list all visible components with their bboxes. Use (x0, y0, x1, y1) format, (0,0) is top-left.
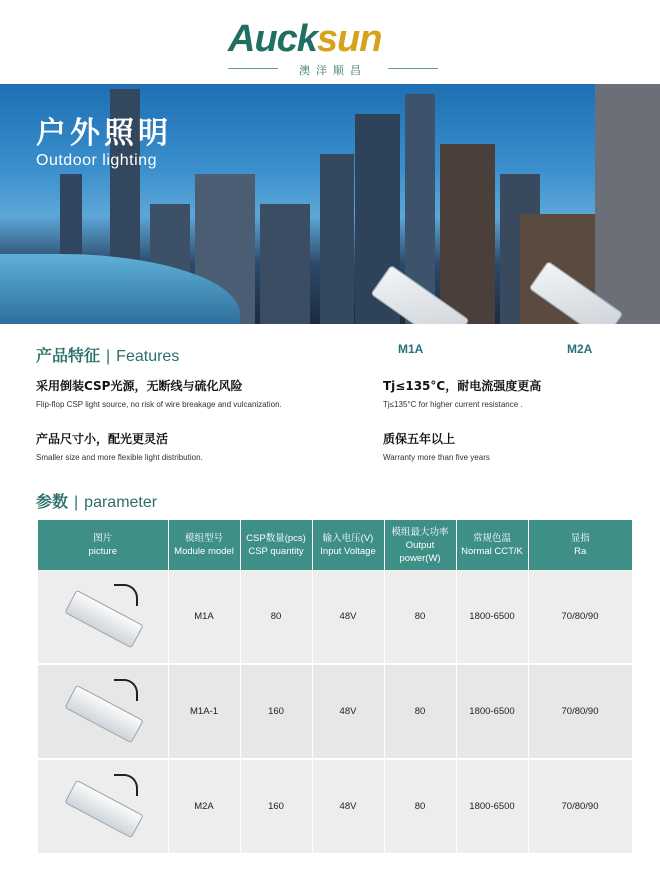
cell-csp: 80 (240, 570, 312, 664)
column-header: 模组最大功率 Output power(W) (384, 520, 456, 570)
table-row (38, 664, 632, 759)
table-row (38, 570, 632, 664)
module-picture (38, 570, 168, 664)
feature-item: 质保五年以上 Warranty more than five years (383, 432, 490, 462)
module-picture (38, 664, 168, 759)
cell-voltage: 48V (312, 759, 384, 854)
brand-subtitle: 澳洋顺昌 (299, 65, 367, 77)
parameter-table (38, 520, 633, 855)
column-header: CSP数量(pcs) CSP quantity (240, 520, 312, 570)
brand-wordmark: Aucksun (228, 18, 382, 60)
column-header: 图片 picture (38, 520, 168, 570)
hero-banner (0, 84, 660, 324)
cell-ra: 70/80/90 (528, 664, 632, 759)
hero-title: 户外照明 (36, 116, 172, 151)
hero-subtitle: Outdoor lighting (36, 152, 157, 169)
feature-item: 产品尺寸小，配光更灵活 Smaller size and more flexible light distribution. (36, 432, 203, 462)
table-row (38, 759, 632, 854)
model-label-m2a: M2A (567, 342, 593, 356)
cell-power: 80 (384, 759, 456, 854)
cell-model: M1A (168, 570, 240, 664)
column-header: 显指 Ra (528, 520, 632, 570)
column-header: 模组型号 Module model (168, 520, 240, 570)
column-header: 常规色温 Normal CCT/K (456, 520, 528, 570)
cell-power: 80 (384, 570, 456, 664)
brand-logo (228, 18, 438, 77)
cell-cct: 1800-6500 (456, 570, 528, 664)
model-label-m1a: M1A (398, 342, 424, 356)
parameter-title: 参数 | parameter (36, 494, 158, 511)
feature-item: Tj≤135°C，耐电流强度更高 Tj≤135°C for higher current resistance . (383, 379, 542, 409)
cell-power: 80 (384, 664, 456, 759)
features-title: 产品特征 | Features (36, 348, 180, 365)
cell-voltage: 48V (312, 570, 384, 664)
cell-ra: 70/80/90 (528, 759, 632, 854)
cell-voltage: 48V (312, 664, 384, 759)
cell-ra: 70/80/90 (528, 570, 632, 664)
cell-model: M1A-1 (168, 664, 240, 759)
cell-cct: 1800-6500 (456, 759, 528, 854)
cell-model: M2A (168, 759, 240, 854)
header (0, 0, 660, 84)
cell-csp: 160 (240, 759, 312, 854)
column-header: 输入电压(V) Input Voltage (312, 520, 384, 570)
cell-cct: 1800-6500 (456, 664, 528, 759)
table-header-row (38, 520, 632, 570)
cell-csp: 160 (240, 664, 312, 759)
module-picture (38, 759, 168, 854)
feature-item: 采用倒装CSP光源，无断线与硫化风险 Flip-flop CSP light source, no risk of wire breakage and vulcanization. (36, 379, 282, 409)
